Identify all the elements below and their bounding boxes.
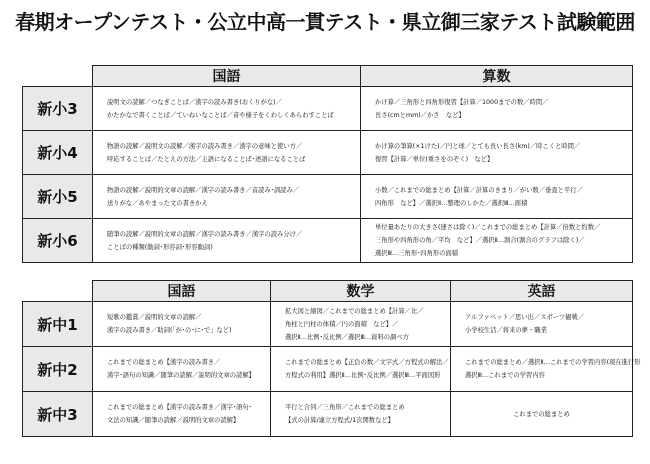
range-line: 選択Ⅲ…三角形･四角形の面積 <box>375 250 459 257</box>
grade-label: 新中1 <box>23 302 93 347</box>
range-line: 平行と合同／三角形／これまでの総まとめ <box>285 404 405 411</box>
range-line: 漢字･語句の知識／随筆の読解／説明的文章の読解】 <box>107 372 255 379</box>
grade-label: 新小6 <box>23 219 93 263</box>
table-row <box>23 302 633 347</box>
page-title: 春期オープンテスト・公立中高一貫テスト・県立御三家テスト試験範囲 <box>15 10 635 34</box>
range-line: 説明文の読解／つなぎことば／漢字の読み書き(おくりがな)／ <box>107 98 282 106</box>
subject-header-sansu: 算数 <box>361 66 633 87</box>
subject-header-kokugo: 国語 <box>93 66 361 87</box>
range-line: これまでの総まとめ／選択Ⅱ…これまでの学習内容(現在進行形 <box>465 359 641 366</box>
elementary-schedule-table <box>22 65 633 263</box>
range-line: 呼応することば／たとえの方法／主語になることば･述語になることば <box>107 155 306 163</box>
sansu-range <box>361 175 633 219</box>
table-row <box>23 87 633 131</box>
eigo-range <box>451 302 633 347</box>
range-line: 選択Ⅱ…比例･反比例／選択Ⅲ…資料の調べ方 <box>285 333 409 341</box>
grade-label: 新小3 <box>23 87 93 131</box>
range-line: 方程式の利用】選択Ⅱ…比例･反比例／選択Ⅲ…平面図形 <box>285 372 441 379</box>
range-line: 物語の読解／説明文の読解／漢字の読み書き／漢字の意味と使い方／ <box>107 142 303 150</box>
sugaku-range <box>271 302 451 347</box>
table-row <box>23 392 633 437</box>
range-line: 【式の計算/連立方程式/1次関数など】 <box>285 417 394 424</box>
table-row <box>23 219 633 263</box>
kokugo-range <box>93 219 361 263</box>
grade-label: 新小4 <box>23 131 93 175</box>
subject-header-eigo: 英語 <box>451 281 633 302</box>
kokugo-range <box>93 131 361 175</box>
kokugo-range <box>93 347 271 392</box>
range-line: これまでの総まとめ【漢字の読み書き／ <box>107 359 221 366</box>
kokugo-range <box>93 392 271 437</box>
range-line: 単位量あたりの大きさ(速さは除く)／これまでの総まとめ【計算／倍数と約数／ <box>375 224 601 231</box>
subject-header-kokugo: 国語 <box>93 281 271 302</box>
sansu-range <box>361 87 633 131</box>
grade-label: 新中3 <box>23 392 93 437</box>
range-line: 四角形 など】／選択Ⅱ…整理のしかた／選択Ⅲ…面積 <box>375 199 528 207</box>
range-line: 物語の読解／説明的文章の読解／漢字の読み書き／音読み･訓読み／ <box>107 186 300 194</box>
range-line: 短歌の鑑賞／説明的文章の読解／ <box>107 314 202 321</box>
range-line: 文法の知識／随筆の読解／説明的文章の読解】 <box>107 417 240 424</box>
table-row <box>23 175 633 219</box>
sansu-range <box>361 219 633 263</box>
junior-schedule-table <box>22 280 641 437</box>
eigo-range <box>451 347 641 392</box>
range-line: 拡大図と縮図／これまでの総まとめ【計算／比／ <box>285 307 424 315</box>
range-line: 漢字の読み書き／助詞(「が･の･に･で」など) <box>107 327 232 334</box>
grade-label: 新小5 <box>23 175 93 219</box>
range-line: 長さ(cmとmm)／かさ など】 <box>375 111 465 119</box>
table-row <box>23 347 633 392</box>
kokugo-range <box>93 87 361 131</box>
range-line: 復習【計算／単位(重さをのぞく) など】 <box>375 155 494 163</box>
kokugo-range <box>93 302 271 347</box>
eigo-range <box>451 392 633 437</box>
sansu-range <box>361 131 633 175</box>
sugaku-range <box>271 392 451 437</box>
range-line: これまでの総まとめ【漢字の読み書き／漢字･語句･ <box>107 404 252 411</box>
range-line: かけ算／三角形と四角形復習【計算／1000までの数／時間／ <box>375 98 549 106</box>
sugaku-range <box>271 347 451 392</box>
corner-blank <box>23 66 93 87</box>
range-line: 三角形や四角形の角／平均 など】／選択Ⅱ…割合(割合のグラフは除く)／ <box>375 237 585 244</box>
range-line: 選択Ⅲ…これまでの学習内容 <box>465 372 545 379</box>
range-line: 小数／これまでの総まとめ【計算／計算のきまり／がい数／垂直と平行／ <box>375 186 583 194</box>
subject-header-sugaku: 数学 <box>271 281 451 302</box>
range-line: ことばの種類(動詞･形容詞･形容動詞) <box>107 243 213 251</box>
range-line: 送りがな／あやまった文の書きかえ <box>107 199 208 207</box>
range-line: 随筆の読解／説明的文章の読解／漢字の読み書き／漢字の読み分け／ <box>107 230 303 238</box>
range-line: アルファベット／思い出／スポーツ観戦／ <box>465 314 585 321</box>
range-line: かたかなで書くことば／ていねいなことば／音や様子をくわしくあらわすことば <box>107 111 334 119</box>
range-line: これまでの総まとめ【正負の数／文字式／方程式の解法／ <box>285 359 449 366</box>
kokugo-range <box>93 175 361 219</box>
range-line: かけ算の筆算(×1けた)／円と球／とても長い長さ(km)／時こくと時間／ <box>375 142 581 150</box>
corner-blank <box>23 281 93 302</box>
table-row <box>23 131 633 175</box>
range-line: 角柱と円柱の体積／円の面積 など】／ <box>285 320 399 328</box>
grade-label: 新中2 <box>23 347 93 392</box>
range-line: 小学校生活／将来の夢・職業 <box>465 327 547 334</box>
range-line: これまでの総まとめ <box>513 410 570 418</box>
